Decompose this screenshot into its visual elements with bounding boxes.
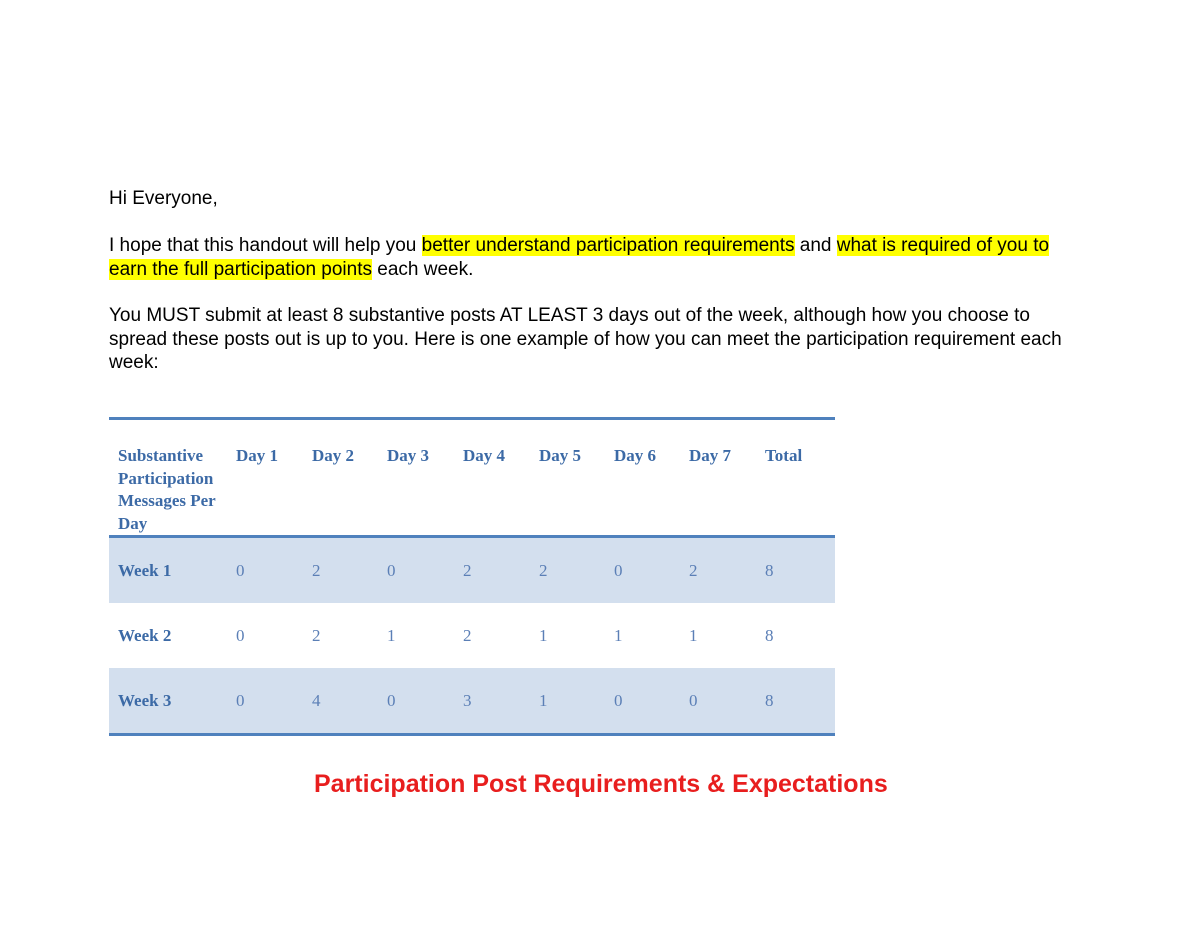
cell-day-6: 1 bbox=[614, 625, 623, 645]
cell-day-3: 0 bbox=[378, 537, 454, 604]
cell-day-5: 2 bbox=[530, 537, 605, 604]
highlight-full-points: what is required of you to earn the full participation points bbox=[109, 235, 1050, 280]
cell-day-2: 4 bbox=[303, 668, 378, 735]
greeting-text: Hi Everyone, bbox=[109, 188, 218, 209]
cell-day-1: 0 bbox=[227, 668, 303, 735]
cell-day-2: 2 bbox=[303, 537, 378, 604]
cell-day-1: 0 bbox=[227, 537, 303, 604]
participation-table-container bbox=[109, 417, 835, 736]
header-cell-day-6: Day 6 bbox=[614, 446, 657, 465]
header-cell-total: Total bbox=[765, 446, 803, 465]
cell-total: 8 bbox=[765, 625, 774, 645]
cell-day-4: 2 bbox=[454, 537, 530, 604]
header-cell-day-5: Day 5 bbox=[539, 446, 582, 465]
table-header-row bbox=[109, 419, 835, 537]
cell-day-7: 0 bbox=[680, 668, 756, 735]
row-label: Week 1 bbox=[109, 537, 227, 604]
header-cell-day-1: Day 1 bbox=[236, 446, 279, 465]
cell-day-7: 2 bbox=[680, 537, 756, 604]
cell-day-6: 0 bbox=[605, 537, 680, 604]
cell-day-4: 3 bbox=[454, 668, 530, 735]
header-cell-day-2: Day 2 bbox=[312, 446, 355, 465]
cell-day-6: 0 bbox=[605, 668, 680, 735]
table-row-week-1 bbox=[109, 537, 835, 604]
header-cell-label: Substantive Participation Messages Per Day bbox=[118, 446, 216, 533]
cell-day-2: 2 bbox=[312, 625, 321, 645]
cell-day-3: 0 bbox=[378, 668, 454, 735]
requirement-paragraph: You MUST submit at least 8 substantive posts AT LEAST 3 days out of the week, although how you choose to spread these posts out is up to you. Here is one example of how you can meet the participation requirement each week: bbox=[109, 305, 1062, 373]
intro-text-3: each week. bbox=[372, 258, 474, 280]
header-cell-day-3: Day 3 bbox=[387, 446, 430, 465]
cell-day-3: 1 bbox=[387, 625, 396, 645]
cell-day-5: 1 bbox=[530, 668, 605, 735]
cell-day-4: 2 bbox=[463, 625, 472, 645]
intro-paragraph bbox=[109, 234, 1089, 281]
cell-day-7: 1 bbox=[689, 625, 698, 645]
intro-text-1: I hope that this handout will help you bbox=[109, 235, 422, 256]
intro-text-2: and bbox=[794, 235, 837, 256]
row-label: Week 3 bbox=[109, 668, 227, 735]
document-title: Participation Post Requirements & Expectations bbox=[314, 770, 888, 798]
participation-table bbox=[109, 417, 835, 736]
header-cell-day-7: Day 7 bbox=[689, 446, 732, 465]
header-cell-day-4: Day 4 bbox=[463, 446, 506, 465]
row-label: Week 2 bbox=[118, 625, 172, 645]
cell-total: 8 bbox=[756, 668, 835, 735]
cell-day-1: 0 bbox=[236, 625, 245, 645]
table-row-week-3 bbox=[109, 668, 835, 735]
cell-total: 8 bbox=[756, 537, 835, 604]
table-row-week-2 bbox=[109, 603, 835, 668]
highlight-understand-requirements: better understand participation requirements bbox=[421, 235, 795, 256]
cell-day-5: 1 bbox=[539, 625, 548, 645]
